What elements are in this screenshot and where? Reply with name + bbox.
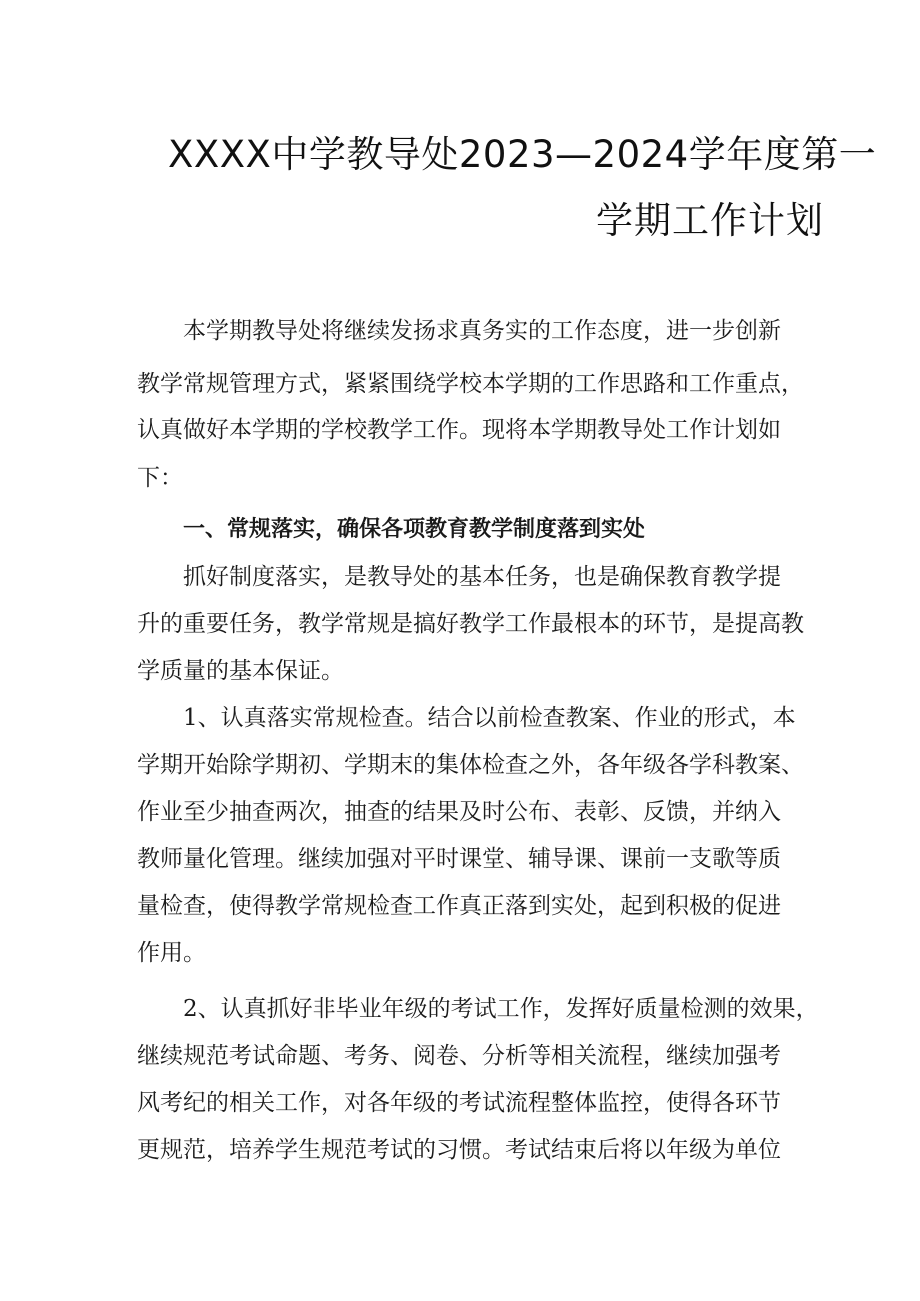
document-title-line-1: XXXX中学教导处2023—2024学年度第一 — [168, 133, 877, 176]
paragraph-line: 学质量的基本保证。 — [137, 658, 344, 684]
paragraph-line: 教学常规管理方式，紧紧围绕学校本学期的工作思路和工作重点， — [137, 371, 804, 397]
document-title-line-2: 学期工作计划 — [596, 199, 824, 242]
paragraph-line: 学期开始除学期初、学期末的集体检查之外，各年级各学科教案、 — [137, 752, 804, 778]
paragraph-line: 量检查，使得教学常规检查工作真正落到实处，起到积极的促进 — [137, 893, 781, 919]
paragraph-line: 1、认真落实常规检查。结合以前检查教案、作业的形式，本 — [183, 705, 796, 731]
paragraph-line: 认真做好本学期的学校教学工作。现将本学期教导处工作计划如 — [137, 417, 781, 443]
paragraph-line: 教师量化管理。继续加强对平时课堂、辅导课、课前一支歌等质 — [137, 846, 781, 872]
paragraph-line: 作用。 — [137, 940, 206, 966]
paragraph-line: 风考纪的相关工作，对各年级的考试流程整体监控，使得各环节 — [137, 1090, 781, 1116]
section-heading: 一、常规落实，确保各项教育教学制度落到实处 — [183, 517, 646, 542]
paragraph-line: 继续规范考试命题、考务、阅卷、分析等相关流程，继续加强考 — [137, 1043, 781, 1069]
paragraph-line: 作业至少抽查两次，抽查的结果及时公布、表彰、反馈，并纳入 — [137, 799, 781, 825]
paragraph-line: 升的重要任务，教学常规是搞好教学工作最根本的环节，是提高教 — [137, 611, 804, 637]
paragraph-line: 本学期教导处将继续发扬求真务实的工作态度，进一步创新 — [183, 318, 781, 344]
paragraph-line: 下： — [137, 465, 183, 491]
paragraph-line: 抓好制度落实，是教导处的基本任务，也是确保教育教学提 — [183, 564, 781, 590]
paragraph-line: 2、认真抓好非毕业年级的考试工作，发挥好质量检测的效果， — [183, 996, 819, 1022]
paragraph-line: 更规范，培养学生规范考试的习惯。考试结束后将以年级为单位 — [137, 1137, 781, 1163]
